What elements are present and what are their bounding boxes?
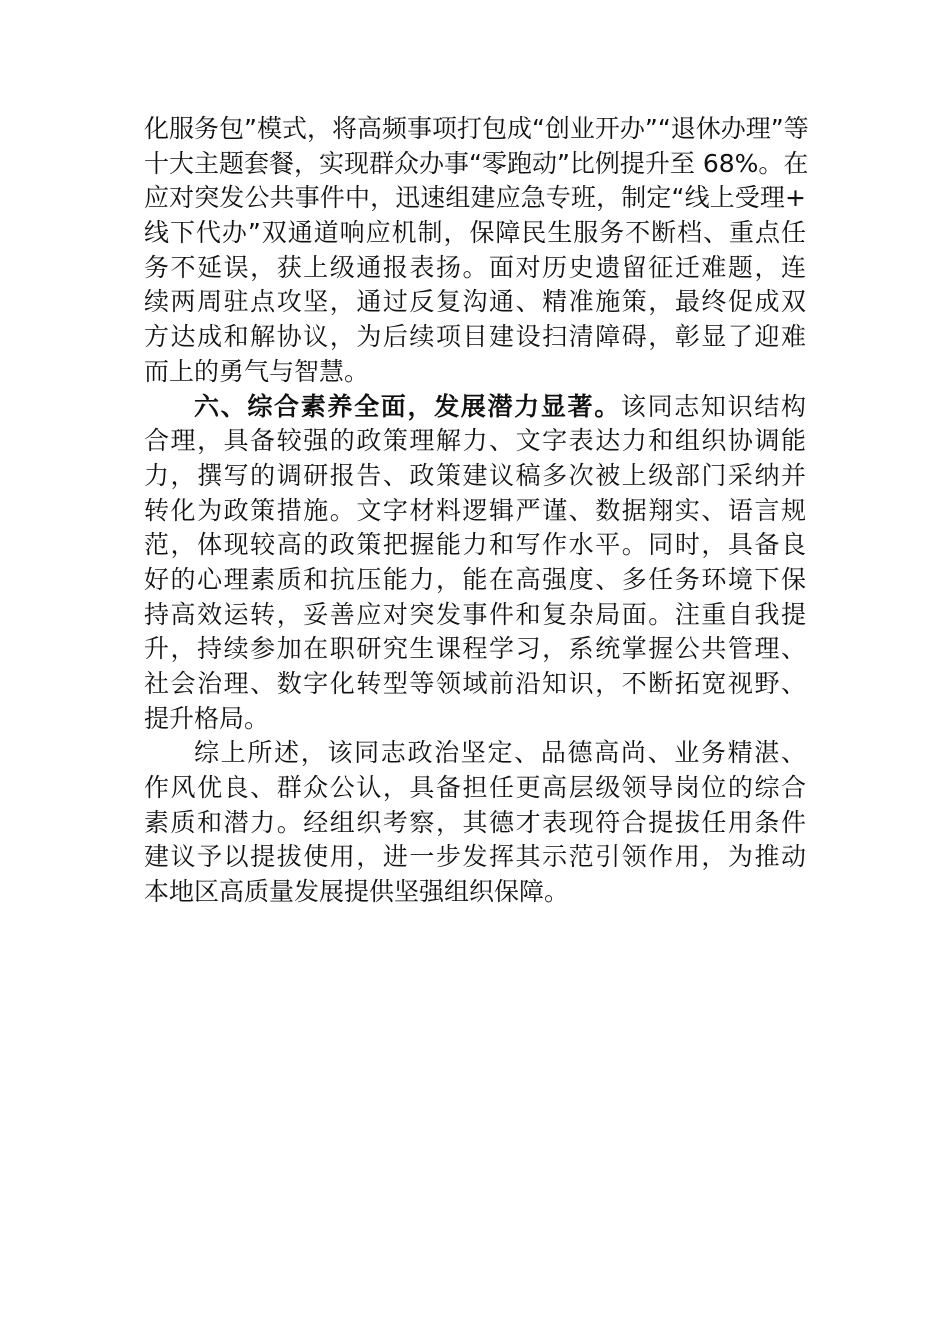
text-line: 建议予以提拔使用，进一步发挥其示范引领作用，为推动 [144, 842, 806, 872]
text-line: 应对突发公共事件中，迅速组建应急专班，制定“线上受理+ [144, 183, 806, 213]
text-line: 本地区高质量发展提供坚强组织保障。 [144, 877, 570, 907]
text-line: 方达成和解协议，为后续项目建设扫清障碍，彰显了迎难 [144, 322, 806, 352]
text-line: 范，体现较高的政策把握能力和写作水平。同时，具备良 [144, 530, 806, 560]
text-line: 社会治理、数字化转型等领域前沿知识，不断拓宽视野、 [144, 669, 806, 698]
text-line: 升，持续参加在职研究生课程学习，系统掌握公共管理、 [144, 634, 806, 664]
text-line: 提升格局。 [144, 703, 270, 733]
text-line: 续两周驻点攻坚，通过反复沟通、精准施策，最终促成双 [144, 287, 806, 317]
section-six-paragraph [144, 390, 806, 737]
text-line: 而上的勇气与智慧。 [144, 356, 370, 386]
text-line: 合理，具备较强的政策理解力、文字表达力和组织协调能 [144, 426, 806, 456]
document-body [144, 112, 809, 910]
text-line: 好的心理素质和抗压能力，能在高强度、多任务环境下保 [144, 564, 806, 594]
text-line: 线下代办”双通道响应机制，保障民生服务不断档、重点任 [144, 218, 806, 248]
text-line: 转化为政策措施。文字材料逻辑严谨、数据翔实、语言规 [144, 495, 806, 525]
text-line: 作风优良、群众公认，具备担任更高层级领导岗位的综合 [144, 773, 806, 803]
section-six-first-line-text: 该同志知识结构 [620, 391, 806, 421]
text-line: 十大主题套餐，实现群众办事“零跑动”比例提升至 68%。在 [144, 148, 809, 178]
section-six-first-line [144, 390, 806, 425]
section-heading: 六、综合素养全面，发展潜力显著。 [194, 391, 621, 421]
text-line: 综上所述，该同志政治坚定、品德高尚、业务精湛、 [194, 738, 806, 768]
text-line: 化服务包”模式，将高频事项打包成“创业开办”“退休办理”等 [144, 114, 809, 143]
text-line: 持高效运转，妥善应对突发事件和复杂局面。注重自我提 [144, 599, 806, 629]
text-line: 力，撰写的调研报告、政策建议稿多次被上级部门采纳并 [144, 460, 806, 490]
conclusion-paragraph [144, 736, 806, 909]
text-line: 务不延误，获上级通报表扬。面对历史遗留征迁难题，连 [144, 252, 806, 282]
text-line: 素质和潜力。经组织考察，其德才表现符合提拔任用条件 [144, 807, 806, 837]
paragraph-continuation [144, 112, 809, 390]
